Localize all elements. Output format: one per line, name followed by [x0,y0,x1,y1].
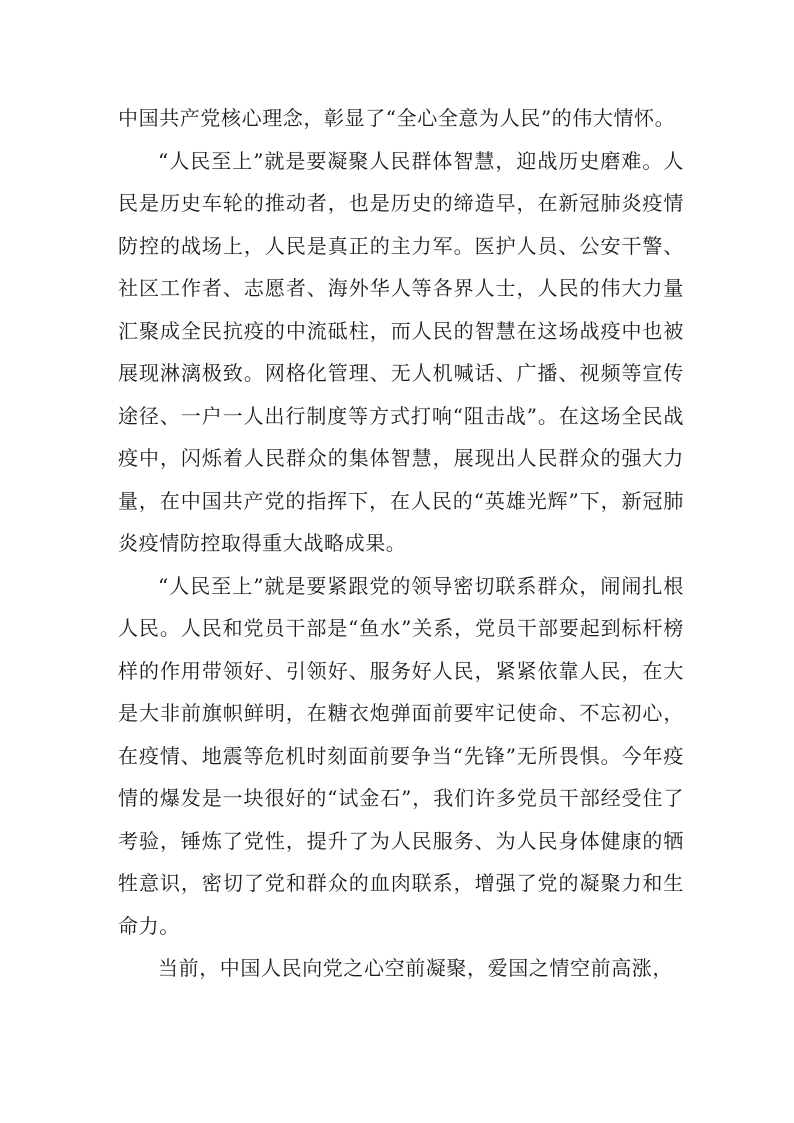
paragraph-3: “人民至上”就是要紧跟党的领导密切联系群众，闹闹扎根人民。人民和党员干部是“鱼水”关系，党员干部要起到标杆榜样的作用带领好、引领好、服务好人民，紧紧依靠人民，在大是大非前旗帜鲜明，在糖衣炮弹面前要牢记使命、不忘初心，在疫情、地震等危机时刻面前要争当“先锋”无所畏惧。今年疫情的爆发是一块很好的“试金石”，我们许多党员干部经受住了考验，锤炼了党性，提升了为人民服务、为人民身体健康的牺牲意识，密切了党和群众的血肉联系，增强了党的凝聚力和生命力。 [118,573,684,938]
paragraph-1: 中国共产党核心理念，彰显了“全心全意为人民”的伟大情怀。 [118,106,676,130]
paragraph-2: “人民至上”就是要凝聚人民群体智慧，迎战历史磨难。人民是历史车轮的推动者，也是历史的缔造早，在新冠肺炎疫情防控的战场上，人民是真正的主力军。医护人员、公安干警、社区工作者、志愿者、海外华人等各界人士，人民的伟大力量汇聚成全民抗疫的中流砥柱，而人民的智慧在这场战疫中也被展现淋漓极致。网格化管理、无人机喊话、广播、视频等宣传途径、一户一人出行制度等方式打响“阻击战”。在这场全民战疫中，闪烁着人民群众的集体智慧，展现出人民群众的强大力量，在中国共产党的指挥下，在人民的“英雄光辉”下，新冠肺炎疫情防控取得重大战略成果。 [118,148,684,555]
document-body [118,97,684,990]
paragraph-4: 当前，中国人民向党之心空前凝聚，爱国之情空前高涨， [158,956,673,980]
